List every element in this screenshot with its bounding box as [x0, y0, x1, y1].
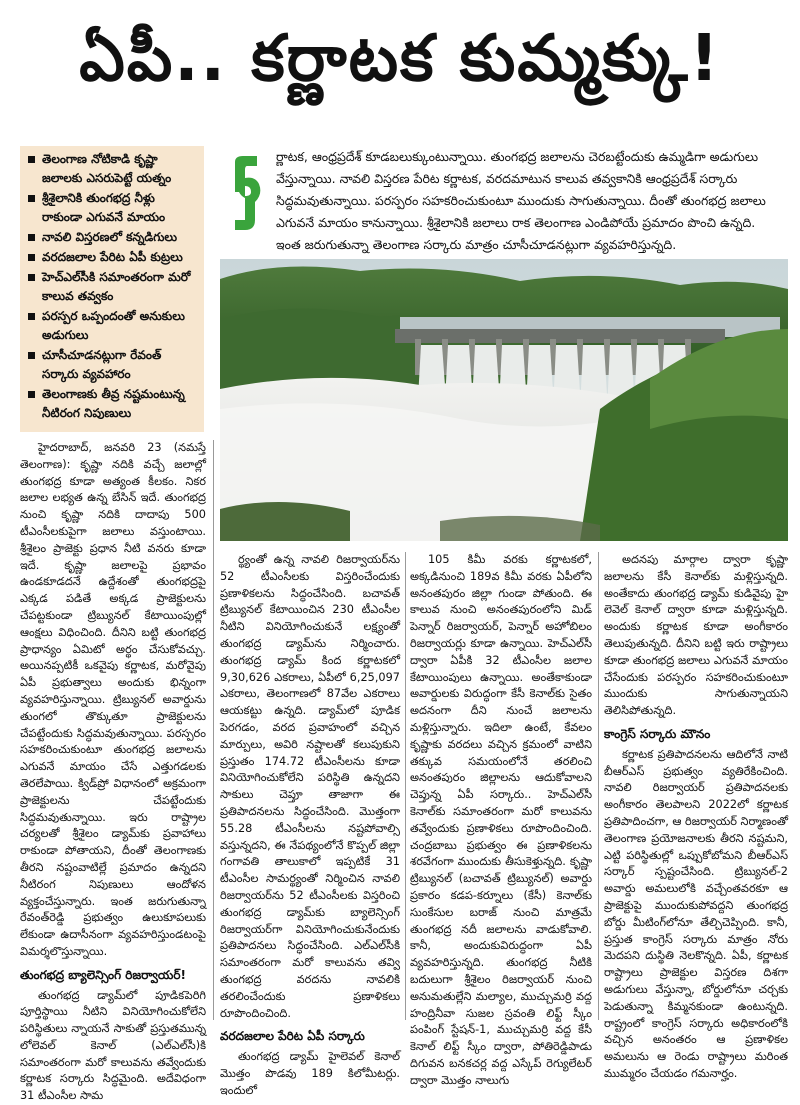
column-divider [213, 440, 214, 1020]
body-paragraph: తుంగభద్ర డ్యామ్‌లో పూడికపెరిగి పూర్తిస్థాయి నీటిని వినియోగించుకోలేని పరిస్థితులు న్నాయనే సాకుతో ప్రస్తుతమున్న లోలెవల్ కెనాల్ (ఎల్‌ఎల్‌సీ)కి సమాంతరంగా మరో కాలువను తవ్వేందుకు కర్ణాటక సర్కారు సిద్ధమైంది. అదేవిధంగా 31 టీఎంసీల సామ [20, 988, 206, 1105]
article-column-1 [20, 440, 206, 1020]
body-paragraph: హైదరాబాద్, జనవరి 23 (నమస్తే తెలంగాణ): కృష్ణా నదికి వచ్చే జలాల్లో తుంగభద్ర కూడా అత్యంత కీలకం. నికర జలాల లభ్యత ఉన్న బేసిన్ ఇదే. తుంగభద్ర నుంచి కృష్ణా నదికి దాదాపు 500 టీఎంసీలకుపైగా జలాలు వస్తుంటాయి. శ్రీశైలం ప్రాజెక్టు ప్రధాన నీటి వనరు కూడా ఇదే. కృష్ణా జలాలపై ప్రభావం ఉండకూడదనే ఉద్దేశంతో తుంగభద్రపై ఎక్కడ పడితే అక్కడ ప్రాజెక్టులను చేపట్టకుండా ట్రిబ్యునల్ కేటాయింపుల్లో ఆంక్షలు విధించింది. దీనిని బట్టి తుంగభద్ర ప్రాధాన్యం ఏమిటో అర్థం చేసుకోవచ్చు. అయినప్పటికీ ఒకవైపు కర్ణాటక, మరోవైపు ఏపీ ప్రభుత్వాలు అందుకు భిన్నంగా వ్యవహరిస్తున్నాయి. ట్రిబ్యునల్ అవార్డును తుంగలో తొక్కుతూ ప్రాజెక్టులను చేపట్టేందుకు సిద్ధమవుతున్నాయి. పరస్పరం సహకరించుకుంటూ తుంగభద్ర జలాలను ఎగువనే మాయం చేసే ఎత్తుగడలకు తెరలేపాయి. క్విడ్‌ప్రో విధానంలో అక్రమంగా ప్రాజెక్టులను చేపట్టేందుకు సిద్ధమవుతున్నాయి. ఇరు రాష్ట్రాల చర్యలతో శ్రీశైలం డ్యామ్‌కు ప్రవాహాలు రాకుండా పోతాయని, దీంతో తెలంగాణకు తీరని నష్టంవాటిల్లే ప్రమాదం ఉన్నదని నీటిరంగ నిపుణులు ఆందోళన వ్యక్తంచేస్తున్నారు. ఇంత జరుగుతున్నా రేవంత్‌రెడ్డి ప్రభుత్వం ఉలుకూపలుకు లేకుండా ఉదాసీనంగా వ్యవహరిస్తుండటంపై విమర్శలొస్తున్నాయి. [20, 440, 206, 961]
highlight-item: తెలంగాణకు తీవ్ర నష్టమంటున్న నీటిరంగ నిపుణులు [28, 385, 196, 423]
highlight-item: తెలంగాణ నోటికాడి కృష్ణా జలాలకు ఎసరుపెట్టే యత్నం [28, 150, 196, 188]
article-column-4 [604, 552, 788, 1022]
subheading: తుంగభద్ర బ్యాలెన్సింగ్ రిజర్వాయర్! [20, 967, 206, 984]
body-paragraph: 105 కిమీ వరకు కర్ణాటకలో, అక్కడినుంచి 189వ కిమీ వరకు ఏపీలోని అనంతపురం జిల్లా గుండా పోతుంది. ఈ కాలువ నుంచి అనంతపురంలోని మిడ్ పెన్నార్ రిజర్వాయర్, పెన్నార్ అహోబిలం రిజర్వాయర్లు కూడా ఉన్నాయి. హెచ్‌ఎల్‌సీ ద్వారా ఏపీకి 32 టీఎంసీల జలాల కేటాయింపులు ఉన్నాయి. అంతేకాకుండా అవార్డులకు విరుద్ధంగా కేసీ కెనాల్‌కు సైతం అదనంగా దీని నుంచే జలాలను మళ్లిస్తున్నారు. ఇదిలా ఉంటే, కేవలం కృష్ణాకు వరదలు వచ్చిన క్రమంలో వాటిని తక్కువ సమయంలోనే తరలించి అనంతపురం జిల్లాలను ఆదుకోవాలని చెప్తున్న ఏపీ సర్కారు.. హెచ్‌ఎల్‌సీ కెనాల్‌కు సమాంతరంగా మరో కాలువను తవ్వేందుకు ప్రణాళికలు రూపొందించింది. చంద్రబాబు ప్రభుత్వం ఈ ప్రణాళికలను శరవేగంగా ముందుకు తీసుకెళ్తున్నది. కృష్ణా ట్రిబ్యునల్ (బచావత్ ట్రిబ్యునల్) అవార్డు ప్రకారం కడప-కర్నూలు (కేసీ) కెనాల్‌కు సుంకేసుల బరాజ్ నుంచి మాత్రమే తుంగభద్ర నదీ జలాలను వాడుకోవాలి. కానీ, అందుకువిరుద్ధంగా ఏపీ వ్యవహరిస్తున్నది. తుంగభద్ర నీటికి బదులుగా శ్రీశైలం రిజర్వాయర్ నుంచి అనుమతుల్లేని మల్యాల, ముచ్చుమర్రి వద్ద హంద్రినీవా సుజల స్రవంతి లిఫ్ట్ స్కీం పంపింగ్ స్టేషన్-1, ముచ్చుమర్రి వద్ద కేసీ కెనాల్ లిఫ్ట్ స్కీం ద్వారా, పోతిరెడ్డిపాడు దిగువన బనకచర్ల వద్ద ఎస్కేప్ రెగ్యులేటర్ ద్వారా మొత్తం నాలుగు [410, 552, 592, 1090]
body-paragraph: తుంగభద్ర డ్యామ్ హైలెవల్ కెనాల్ మొత్తం పొడవు 189 కిలోమీటర్లు. ఇందులో [220, 1049, 400, 1099]
highlight-item: పరస్పర ఒప్పందంతో అనుకులు అడుగులు [28, 307, 196, 345]
highlight-item: వరదజలాల పేరిట ఏపీ కుట్రలు [28, 248, 196, 267]
article-column-3 [410, 552, 592, 1022]
highlight-item: హెచ్‌ఎల్‌సీకి సమాంతరంగా మరో కాలువ తవ్వకం [28, 268, 196, 306]
subheading: వరదజలాల పేరిట ఏపీ సర్కారు [220, 1028, 400, 1045]
dam-spillway-photo [220, 259, 788, 541]
dropcap-glyph [227, 156, 265, 230]
body-paragraph: ర్థ్యంతో ఉన్న నావలి రిజర్వాయర్‌ను 52 టీఎంసీలకు విస్తరించేందుకు ప్రణాళికలను సిద్ధంచేసింది. బచావత్ ట్రిబ్యునల్ కేటాయించిన 230 టీఎంసీల నీటిని వినియోగించుకునే లక్ష్యంతో తుంగభద్ర డ్యామ్‌ను నిర్మించారు. తుంగభద్ర డ్యామ్ కింద కర్ణాటకలో 9,30,626 ఎకరాలు, ఏపీలో 6,25,097 ఎకరాలు, తెలంగాణలో 87వేల ఎకరాలు ఆయకట్టు ఉన్నది. డ్యామ్‌లో పూడిక పెరగడం, వరద ప్రవాహంలో వచ్చిన మార్పులు, అవిరి నష్టాలతో కలుపుకుని ప్రస్తుతం 174.72 టీఎంసీలను కూడా వినియోగించుకోలేని పరిస్థితి ఉన్నదని సాకులు చెప్తూ తాజాగా ఈ ప్రతిపాదనలను సిద్ధంచేసింది. మొత్తంగా 55.28 టీఎంసీలను నష్టపోవాల్సి వస్తున్నదని, ఈ నేపథ్యంలోనే కొప్పల్ జిల్లా గంగావతి తాలుకాలో ఇప్పటికే 31 టీఎంసీల సామర్థ్యంతో నిర్మించిన నావలి రిజర్వాయర్‌ను 52 టీఎంసీలకు విస్తరించి తుంగభద్ర డ్యామ్‌కు బ్యాలెన్సింగ్ రిజర్వాయర్‌గా వినియోగించుకునేందుకు ప్రతిపాదనలు సిద్ధంచేసింది. ఎల్‌ఎల్‌సీకి సమాంతరంగా మరో కాలువను తవ్వి తుంగభద్ర వరదను నావలికి తరలించేందుకు ప్రణాళికలు రూపొందించింది. [220, 552, 400, 1022]
highlight-item: నావలి విస్తరణలో కన్నడిగులు [28, 228, 196, 247]
column-divider [405, 552, 406, 1020]
body-paragraph: అదనపు మార్గాల ద్వారా కృష్ణా జలాలను కేసీ కెనాల్‌కు మళ్లిస్తున్నది. అంతేకాదు తుంగభద్ర డ్యామ్ కుడివైపు హై లెవెల్ కెనాల్ ద్వారా కూడా మళ్లిస్తున్నది. అందుకు కర్ణాటక కూడా అంగీకారం తెలుపుతున్నది. దీనిని బట్టి ఇరు రాష్ట్రాలు కూడా తుంగభద్ర జలాలు ఎగువనే మాయం చేసేందుకు పరస్పరం సహకరించుకుంటూ ముందుకు సాగుతున్నాయని తెలిసిపోతున్నది. [604, 552, 788, 720]
lead-paragraph: ర్ణాటక, ఆంధ్రప్రదేశ్ కూడబలుక్కుంటున్నాయి. తుంగభద్ర జలాలను చెరబట్టేందుకు ఉమ్మడిగా అడుగులు వేస్తున్నాయి. నావలి విస్తరణ పేరిట కర్ణాటక, వరదమాటున కాలువ తవ్వకానికి ఆంధ్రప్రదేశ్ సర్కారు సిద్ధమవుతున్నాయి. పరస్పరం సహకరించుకుంటూ ముందుకు సాగుతున్నాయి. దీంతో తుంగభద్ర జలాలు ఎగువనే మాయం కానున్నాయి. శ్రీశైలానికి జలాలు రాక తెలంగాణ ఎండిపోయే ప్రమాదం పొంచి ఉన్నది. ఇంత జరుగుతున్నా తెలంగాణ సర్కారు మాత్రం చూసీచూడనట్లుగా వ్యవహరిస్తున్నది. [276, 146, 780, 256]
headline-bar [0, 0, 800, 132]
headline: ఏపీ.. కర్ణాటక కుమ్మక్కు! [79, 22, 720, 111]
article-column-2 [220, 552, 400, 1022]
subheading: కాంగ్రెస్ సర్కారు మౌనం [604, 726, 788, 743]
body-paragraph: కర్ణాటక ప్రతిపాదనలను ఆదిలోనే నాటి బీఆర్‌ఎస్ ప్రభుత్వం వ్యతిరేకించింది. నావలి రిజర్వాయర్ ప్రతిపాదనలకు అంగీకారం తెలపాలని 2022లో కర్ణాటక ప్రతిపాదించగా, ఆ రిజర్వాయర్ నిర్మాణంతో తెలంగాణ ప్రయోజనాలకు తీరని నష్టమని, ఎట్టి పరిస్థితుల్లో ఒప్పుకోబోమని బీఆర్‌ఎస్ సర్కార్ స్పష్టంచేసింది. ట్రిబ్యునల్-2 అవార్డు అమలులోకి వచ్చేంతవరకూ ఆ ప్రాజెక్టుపై ముందుకుపోవద్దని తుంగభద్ర బోర్డు మీటింగ్‌లోనూ తేల్చిచెప్పింది. కానీ, ప్రస్తుత కాంగ్రెస్ సర్కారు మాత్రం నోరు మెదపని దుస్థితి నెలకొన్నది. ఏపీ, కర్ణాటక రాష్ట్రాలు ప్రాజెక్టుల విస్తరణ దిశగా అడుగులు వేస్తున్నా, బోర్డులోనూ చర్చకు పెడుతున్నా కిమ్మనకుండా ఉంటున్నది. రాష్ట్రంలో కాంగ్రెస్ సర్కారు అధికారంలోకి వచ్చిన అనంతరం ఆ ప్రణాళికల అమలును ఆ రెండు రాష్ట్రాలు మరింత ముమ్మరం చేయడం గమనార్హం. [604, 747, 788, 1083]
highlights-box [20, 146, 204, 432]
column-divider [598, 552, 599, 1020]
highlight-item: శ్రీశైలానికి తుంగభద్ర నీళ్లు రాకుండా ఎగువనే మాయం [28, 189, 196, 227]
highlight-item: చూసీచూడనట్లుగా రేవంత్ సర్కారు వ్యవహారం [28, 346, 196, 384]
